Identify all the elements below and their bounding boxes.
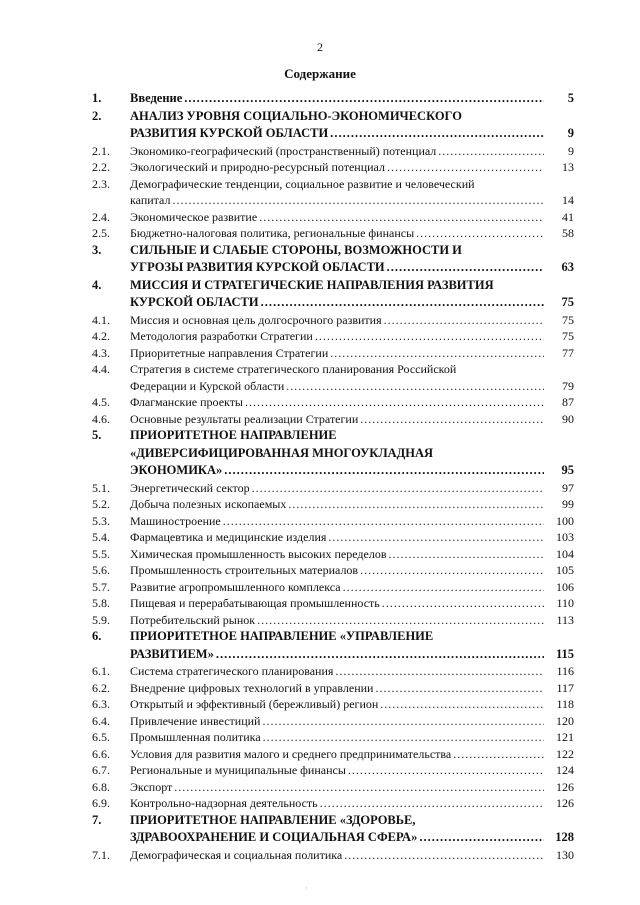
toc-entry-title <box>130 159 574 176</box>
dot-leader <box>453 746 544 763</box>
toc-entry-line: МИССИЯ И СТРАТЕГИЧЕСКИЕ НАПРАВЛЕНИЯ РАЗВИТИЯ <box>130 277 494 292</box>
dot-leader <box>343 579 544 596</box>
dot-leader <box>416 225 544 242</box>
toc-entry-line: ПРИОРИТЕТНОЕ НАПРАВЛЕНИЕ <box>130 428 337 442</box>
toc-entry <box>92 513 574 530</box>
toc-entry-page: 95 <box>561 463 574 477</box>
toc-entry <box>92 628 574 663</box>
toc-entry-line: Промышленная политика <box>130 730 261 744</box>
toc-entry-page: 124 <box>556 763 574 777</box>
toc-entry <box>92 345 574 362</box>
toc-entry <box>92 779 574 796</box>
toc-entry-page: 87 <box>562 395 574 409</box>
dot-leader <box>335 663 544 680</box>
dot-leader <box>261 294 544 312</box>
dot-leader <box>286 378 544 395</box>
toc-entry-line: Контрольно-надзорная деятельность <box>130 796 318 810</box>
toc-entry-line: Стратегия в системе стратегического планирования Российской <box>130 362 457 376</box>
dot-leader <box>224 462 544 480</box>
toc-entry-page: 117 <box>556 680 574 695</box>
toc-entry-title <box>130 812 574 847</box>
toc-entry-number: 5.1. <box>92 480 110 495</box>
toc-entry-title <box>130 513 574 530</box>
toc-entry-page: 14 <box>562 193 574 207</box>
toc-entry-line: Развитие агропромышленного комплекса <box>130 579 341 594</box>
toc-entry <box>92 159 574 176</box>
toc-entry-number: 1. <box>92 91 102 105</box>
toc-entry-number: 4.4. <box>92 362 110 376</box>
toc-entry-number: 2. <box>92 108 102 123</box>
toc-entry-title <box>130 411 574 428</box>
toc-entry-line: РАЗВИТИЯ КУРСКОЙ ОБЛАСТИ <box>130 126 329 140</box>
toc-entry-page: 13 <box>562 160 574 174</box>
dot-leader <box>382 595 544 612</box>
toc-entry <box>92 595 574 612</box>
toc-entry-page: 9 <box>568 143 574 158</box>
toc-entry-page: 79 <box>562 378 574 393</box>
toc-entry-title <box>130 795 574 812</box>
dot-leader <box>344 847 544 864</box>
toc-entry <box>92 277 574 312</box>
toc-entry-line: Привлечение инвестиций <box>130 713 261 728</box>
toc-entry-page: 128 <box>555 830 574 844</box>
toc-entry-title <box>130 225 574 242</box>
toc-entry-number: 6.5. <box>92 730 110 744</box>
toc-entry-page: 100 <box>556 513 574 528</box>
toc-entry-title <box>130 242 574 277</box>
toc-entry-title <box>130 579 574 596</box>
toc-entry-page: 5 <box>567 91 574 105</box>
toc-entry-page: 121 <box>556 730 574 744</box>
toc-entry-number: 4. <box>92 277 102 292</box>
toc-entry-line: Приоритетные направления Стратегии <box>130 345 329 360</box>
toc-entry-page: 104 <box>556 546 574 561</box>
dot-leader <box>245 394 544 411</box>
toc-entry-page: 103 <box>556 530 574 544</box>
toc-entry-line: Промышленность строительных материалов <box>130 563 359 577</box>
toc-entry <box>92 108 574 143</box>
toc-entry-page: 75 <box>562 312 574 327</box>
toc-entry-title <box>130 312 574 329</box>
toc-entry <box>92 242 574 277</box>
toc-entry-page: 122 <box>556 746 574 761</box>
toc-entry-title <box>130 361 574 394</box>
toc-entry-line: АНАЛИЗ УРОВНЯ СОЦИАЛЬНО-ЭКОНОМИЧЕСКОГО <box>130 108 462 123</box>
toc-entry-line: Открытый и эффективный (бережливый) регион <box>130 697 379 711</box>
toc-entry-line: Методология разработки Стратегии <box>130 329 313 343</box>
toc-entry-title <box>130 176 574 209</box>
dot-leader <box>387 159 544 176</box>
toc-entry-title <box>130 496 574 513</box>
toc-entry-page: 77 <box>562 345 574 360</box>
toc-entry-line: Демографическая и социальная политика <box>130 847 343 862</box>
toc-entry-title <box>130 746 574 763</box>
toc-entry-page: 130 <box>556 847 574 862</box>
table-of-contents <box>92 90 574 863</box>
dot-leader <box>419 829 544 847</box>
toc-entry-title <box>130 628 574 663</box>
toc-entry-page: 41 <box>562 209 574 224</box>
dot-leader <box>288 496 544 513</box>
toc-entry-title <box>130 394 574 411</box>
dot-leader <box>172 192 544 209</box>
toc-entry-line: капитал <box>130 193 171 207</box>
toc-entry-line: Химическая промышленность высоких переделов <box>130 546 387 561</box>
toc-entry <box>92 663 574 680</box>
toc-entry <box>92 680 574 697</box>
toc-entry-number: 5.6. <box>92 563 110 577</box>
toc-entry-title <box>130 480 574 497</box>
toc-entry-line: Экологический и природно-ресурсный потенциал <box>130 160 385 174</box>
toc-entry-page: 126 <box>556 779 574 794</box>
toc-entry-line: Региональные и муниципальные финансы <box>130 763 346 777</box>
toc-entry <box>92 143 574 160</box>
toc-entry-number: 5.4. <box>92 530 110 544</box>
toc-entry-page: 75 <box>561 295 574 309</box>
toc-entry-title <box>130 529 574 546</box>
toc-entry-line: Пищевая и перерабатывающая промышленность <box>130 596 380 610</box>
toc-entry <box>92 90 574 108</box>
toc-entry-number: 2.2. <box>92 160 110 174</box>
toc-entry-page: 106 <box>556 579 574 594</box>
dot-leader <box>384 312 544 329</box>
toc-entry-line: Потребительский рынок <box>130 612 256 627</box>
toc-entry-title <box>130 762 574 779</box>
toc-entry <box>92 713 574 730</box>
toc-entry-line: Основные результаты реализации Стратегии <box>130 411 359 426</box>
toc-entry-line: Энергетический сектор <box>130 480 250 495</box>
toc-entry-number: 4.1. <box>92 312 110 327</box>
toc-entry-page: 58 <box>562 226 574 240</box>
toc-entry <box>92 480 574 497</box>
toc-entry-title <box>130 779 574 796</box>
toc-entry-line: Экономико-географический (пространственный) потенциал <box>130 143 437 158</box>
toc-entry-title <box>130 209 574 226</box>
toc-entry-number: 5.5. <box>92 546 110 561</box>
toc-entry-number: 2.4. <box>92 209 110 224</box>
toc-entry <box>92 496 574 513</box>
toc-entry-page: 105 <box>556 563 574 577</box>
toc-entry-number: 5.8. <box>92 596 110 610</box>
toc-entry <box>92 209 574 226</box>
toc-entry <box>92 847 574 864</box>
toc-entry <box>92 812 574 847</box>
toc-entry-title <box>130 612 574 629</box>
toc-entry <box>92 762 574 779</box>
toc-entry-title <box>130 847 574 864</box>
toc-entry-line: Внедрение цифровых технологий в управлении <box>130 680 374 695</box>
toc-entry-line: УГРОЗЫ РАЗВИТИЯ КУРСКОЙ ОБЛАСТИ <box>130 260 385 274</box>
dot-leader <box>330 345 544 362</box>
toc-entry-title <box>130 680 574 697</box>
toc-entry-number: 7.1. <box>92 847 110 862</box>
toc-entry-line: Добыча полезных ископаемых <box>130 497 287 511</box>
toc-entry-title <box>130 143 574 160</box>
toc-entry-line: Фармацевтика и медицинские изделия <box>130 530 327 544</box>
toc-entry-line: Условия для развития малого и среднего предпринимательства <box>130 746 452 761</box>
toc-entry-line: Бюджетно-налоговая политика, региональные финансы <box>130 226 415 240</box>
toc-entry <box>92 562 574 579</box>
dot-leader <box>388 546 544 563</box>
toc-entry-number: 6.8. <box>92 779 110 794</box>
toc-entry-title <box>130 345 574 362</box>
toc-entry-line: Миссия и основная цель долгосрочного развития <box>130 312 382 327</box>
toc-entry-number: 5.9. <box>92 612 110 627</box>
toc-entry-line: Федерации и Курской области <box>130 378 285 393</box>
dot-leader <box>360 411 544 428</box>
toc-entry-line: КУРСКОЙ ОБЛАСТИ <box>130 295 259 309</box>
toc-entry-page: 115 <box>555 646 574 661</box>
dot-leader <box>438 143 544 160</box>
toc-entry-page: 113 <box>556 612 574 627</box>
toc-entry-title <box>130 713 574 730</box>
dot-leader <box>387 259 544 277</box>
toc-entry-number: 7. <box>92 812 102 827</box>
toc-entry-number: 2.1. <box>92 143 110 158</box>
toc-entry-title <box>130 108 574 143</box>
dot-leader <box>320 795 544 812</box>
toc-entry <box>92 176 574 209</box>
dot-leader <box>184 90 544 108</box>
dot-leader <box>257 612 544 629</box>
toc-entry-title <box>130 546 574 563</box>
toc-entry-number: 5.3. <box>92 513 110 528</box>
toc-entry-page: 118 <box>556 697 574 711</box>
toc-entry-number: 5.7. <box>92 579 110 594</box>
toc-entry-number: 6.2. <box>92 680 110 695</box>
toc-entry-line: «ДИВЕРСИФИЦИРОВАННАЯ МНОГОУКЛАДНАЯ <box>130 445 434 460</box>
toc-entry <box>92 361 574 394</box>
dot-leader <box>262 713 544 730</box>
toc-entry-number: 6.6. <box>92 746 110 761</box>
toc-entry-title <box>130 595 574 612</box>
toc-entry-title <box>130 696 574 713</box>
toc-entry-line: Флагманские проекты <box>130 395 243 409</box>
toc-entry <box>92 579 574 596</box>
toc-entry-number: 3. <box>92 242 102 257</box>
toc-entry-title <box>130 562 574 579</box>
toc-entry-line: РАЗВИТИЕМ» <box>130 646 214 661</box>
toc-entry <box>92 427 574 480</box>
toc-entry <box>92 225 574 242</box>
toc-entry <box>92 546 574 563</box>
toc-entry-number: 4.6. <box>92 411 110 426</box>
dot-leader <box>328 529 544 546</box>
toc-entry-line: Демографические тенденции, социальное развитие и человеческий <box>130 176 475 191</box>
toc-entry-page: 126 <box>556 796 574 810</box>
toc-entry-page: 116 <box>556 664 574 678</box>
page-number: 2 <box>317 40 323 54</box>
toc-entry-page: 75 <box>562 329 574 343</box>
dot-leader <box>348 762 544 779</box>
toc-entry-number: 5.2. <box>92 497 110 511</box>
toc-entry-line: Введение <box>130 91 183 105</box>
toc-entry-number: 4.2. <box>92 329 110 343</box>
toc-entry <box>92 328 574 345</box>
dot-leader <box>315 328 544 345</box>
toc-entry-number: 4.5. <box>92 395 110 409</box>
toc-title: Содержание <box>284 66 356 81</box>
toc-entry-line: Система стратегического планирования <box>130 664 334 678</box>
dot-leader <box>375 680 544 697</box>
toc-entry-line: ПРИОРИТЕТНОЕ НАПРАВЛЕНИЕ «УПРАВЛЕНИЕ <box>130 629 434 643</box>
toc-entry <box>92 312 574 329</box>
toc-entry-number: 6.3. <box>92 697 110 711</box>
toc-entry-page: 120 <box>556 713 574 728</box>
toc-entry-title <box>130 277 574 312</box>
toc-entry-line: Машиностроение <box>130 513 221 528</box>
toc-entry-number: 6.9. <box>92 796 110 810</box>
dot-leader <box>263 729 544 746</box>
toc-entry-page: 97 <box>562 480 574 495</box>
toc-entry-number: 4.3. <box>92 345 110 360</box>
toc-entry-line: ЭКОНОМИКА» <box>130 463 223 477</box>
toc-entry-page: 110 <box>556 596 574 610</box>
toc-entry-title <box>130 90 574 108</box>
toc-entry-line: СИЛЬНЫЕ И СЛАБЫЕ СТОРОНЫ, ВОЗМОЖНОСТИ И <box>130 242 462 257</box>
dot-leader <box>223 513 544 530</box>
toc-entry-number: 2.5. <box>92 226 110 240</box>
toc-entry-number: 5. <box>92 428 102 442</box>
dot-leader <box>174 779 544 796</box>
toc-entry-line: Экономическое развитие <box>130 209 258 224</box>
dot-leader <box>380 696 544 713</box>
toc-entry <box>92 696 574 713</box>
toc-entry <box>92 795 574 812</box>
toc-entry <box>92 746 574 763</box>
dot-leader <box>330 125 544 143</box>
dot-leader <box>216 646 544 664</box>
toc-entry-number: 6.7. <box>92 763 110 777</box>
toc-entry-number: 6.1. <box>92 664 110 678</box>
toc-entry-number: 6. <box>92 629 102 643</box>
toc-entry <box>92 411 574 428</box>
toc-entry-title <box>130 427 574 480</box>
toc-entry-line: Экспорт <box>130 779 173 794</box>
toc-entry <box>92 612 574 629</box>
toc-entry-page: 99 <box>562 497 574 511</box>
toc-entry-number: 6.4. <box>92 713 110 728</box>
toc-entry-page: 90 <box>562 411 574 426</box>
dot-leader <box>252 480 544 497</box>
toc-entry-page: 9 <box>567 126 574 140</box>
toc-entry-line: ПРИОРИТЕТНОЕ НАПРАВЛЕНИЕ «ЗДОРОВЬЕ, <box>130 812 416 827</box>
scan-mark: · <box>305 884 308 893</box>
toc-entry <box>92 394 574 411</box>
dot-leader <box>259 209 544 226</box>
toc-entry-title <box>130 328 574 345</box>
toc-entry <box>92 729 574 746</box>
toc-entry-number: 2.3. <box>92 176 110 191</box>
toc-entry-line: ЗДРАВООХРАНЕНИЕ И СОЦИАЛЬНАЯ СФЕРА» <box>130 830 418 844</box>
toc-entry-title <box>130 729 574 746</box>
dot-leader <box>360 562 544 579</box>
toc-entry-title <box>130 663 574 680</box>
toc-entry-page: 63 <box>561 260 574 274</box>
toc-entry <box>92 529 574 546</box>
